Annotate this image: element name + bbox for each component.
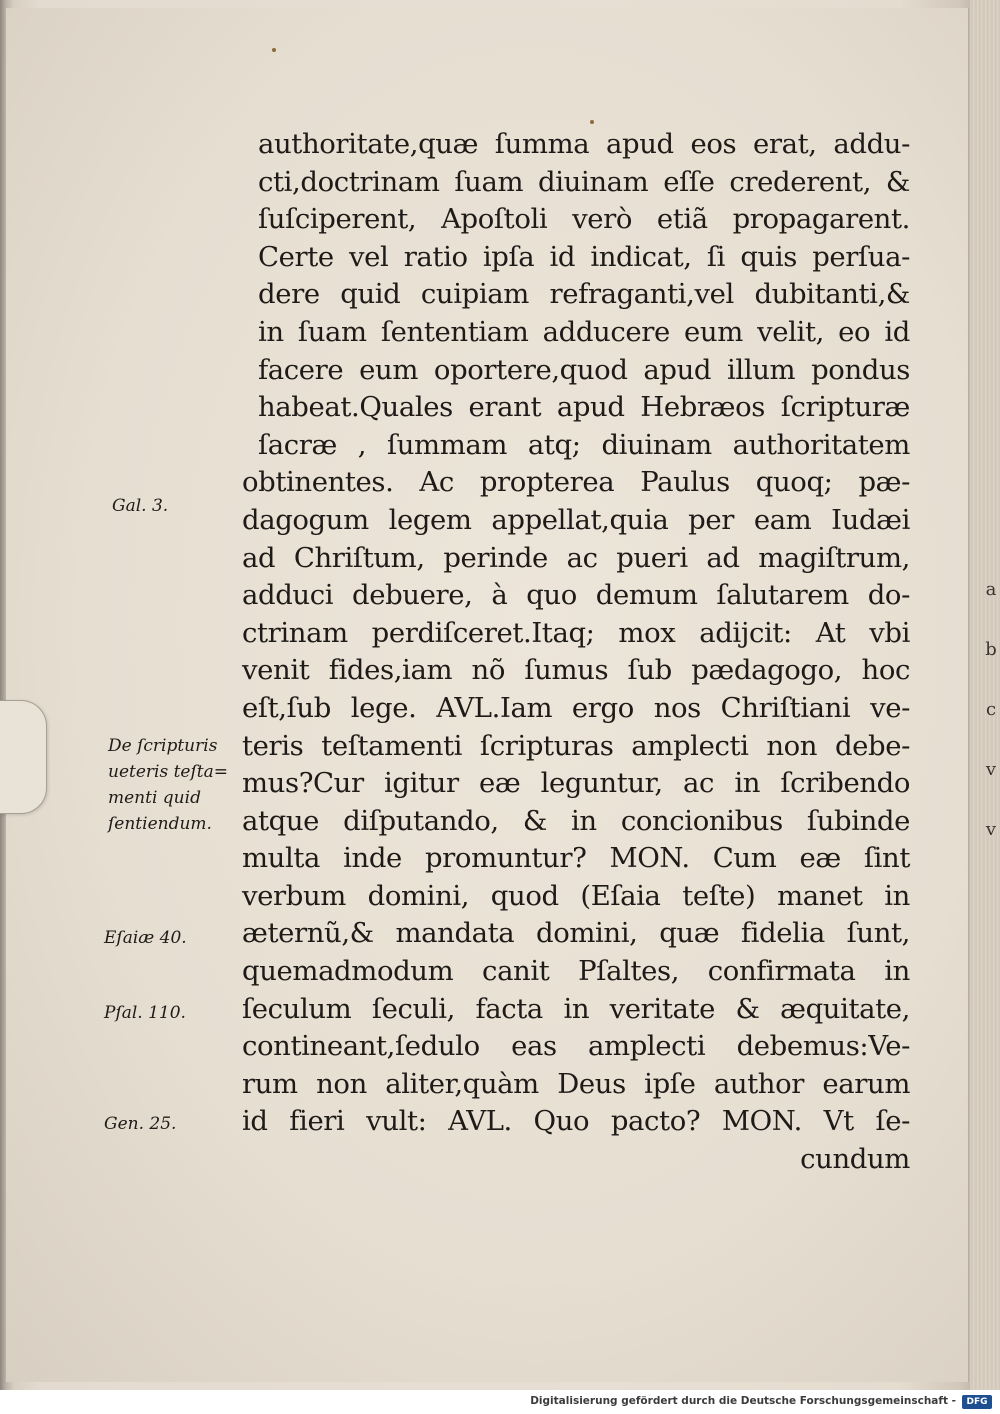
catchword: cundum [800, 1143, 910, 1176]
text-line: obtinentes. Ac propterea Paulus quoq; pæ- [242, 466, 910, 499]
margin-note-esaiae: Eſaiæ 40. [104, 928, 187, 948]
edge-letter: v [985, 759, 997, 780]
text-line: æternũ,& mandata domini, quæ fidelia ſunt, [242, 917, 910, 950]
text-line: ſacræ , ſummam atq; diuinam authoritatem [258, 428, 910, 461]
text-line: ſeculum ſeculi, facta in veritate & æquitate, [242, 992, 910, 1025]
text-line: Certe vel ratio ipſa id indicat, ſi quis perſua- [258, 240, 910, 273]
edge-letter: a [985, 579, 997, 600]
adjacent-page-edge [970, 0, 1000, 1390]
text-line: mus?Cur igitur eæ leguntur, ac in ſcribendo [242, 767, 910, 800]
margin-notes [0, 0, 240, 1390]
text-line: habeat.Quales erant apud Hebræos ſcripturæ [258, 391, 910, 424]
dfg-logo-icon: DFG [962, 1395, 992, 1409]
margin-note-de-scripturis-1: De ſcripturis [108, 736, 218, 756]
main-text-block [242, 126, 910, 1179]
edge-letter: b [985, 639, 997, 660]
text-line: verbum domini, quod (Eſaia teſte) manet in [242, 879, 910, 912]
footer-bar [0, 1390, 1000, 1414]
text-line: ſuſciperent, Apoſtoli verò etiã propagarent. [258, 203, 910, 236]
text-line: ad Chriſtum, perinde ac pueri ad magiſtrum, [242, 541, 910, 574]
footer-credit: Digitalisierung gefördert durch die Deutsche Forschungsgemeinschaft - [530, 1395, 956, 1407]
text-line: in ſuam ſententiam adducere eum velit, eo id [258, 315, 910, 348]
margin-note-gal: Gal. 3. [112, 496, 169, 516]
text-line: ctrinam perdiſceret.Itaq; mox adijcit: At vbi [242, 616, 910, 649]
margin-note-psal: Pſal. 110. [104, 1003, 186, 1023]
edge-letter: c [985, 699, 997, 720]
margin-note-de-scripturis-4: ſentiendum. [108, 814, 212, 834]
text-line: quemadmodum canit Pſaltes, confirmata in [242, 955, 910, 988]
text-line: rum non aliter,quàm Deus ipſe author earum [242, 1067, 910, 1100]
text-line: eſt,ſub lege. AVL.Iam ergo nos Chriſtiani ve- [242, 691, 910, 724]
text-line: cti,doctrinam ſuam diuinam eſſe crederent, & [258, 165, 910, 198]
ink-speck [272, 48, 276, 52]
ink-speck [590, 120, 594, 124]
text-line: id fieri vult: AVL. Quo pacto? MON. Vt ſe- [242, 1105, 910, 1138]
text-line: dere quid cuipiam refraganti,vel dubitanti,& [258, 278, 910, 311]
text-line: authoritate,quæ ſumma apud eos erat, addu- [258, 128, 910, 160]
text-line: teris teſtamenti ſcripturas amplecti non debe- [242, 729, 910, 762]
text-line: adduci debuere, à quo demum ſalutarem do- [242, 579, 910, 612]
edge-letter: v [985, 819, 997, 840]
text-line: atque diſputando, & in concionibus ſubinde [242, 804, 910, 837]
text-line: dagogum legem appellat,quia per eam Iudæi [242, 503, 910, 536]
text-line: contineant,ſedulo eas amplecti debemus:Ve- [242, 1030, 910, 1063]
margin-note-de-scripturis-3: menti quid [108, 788, 201, 808]
text-line: facere eum oportere,quod apud illum pondus [258, 353, 910, 386]
margin-note-gen: Gen. 25. [104, 1114, 177, 1134]
margin-note-de-scripturis-2: ueteris teſta= [108, 762, 228, 782]
edge-letters [984, 560, 998, 860]
text-line: venit fides,iam nõ ſumus ſub pædagogo, hoc [242, 654, 910, 687]
text-line: multa inde promuntur? MON. Cum eæ ſint [242, 842, 910, 875]
